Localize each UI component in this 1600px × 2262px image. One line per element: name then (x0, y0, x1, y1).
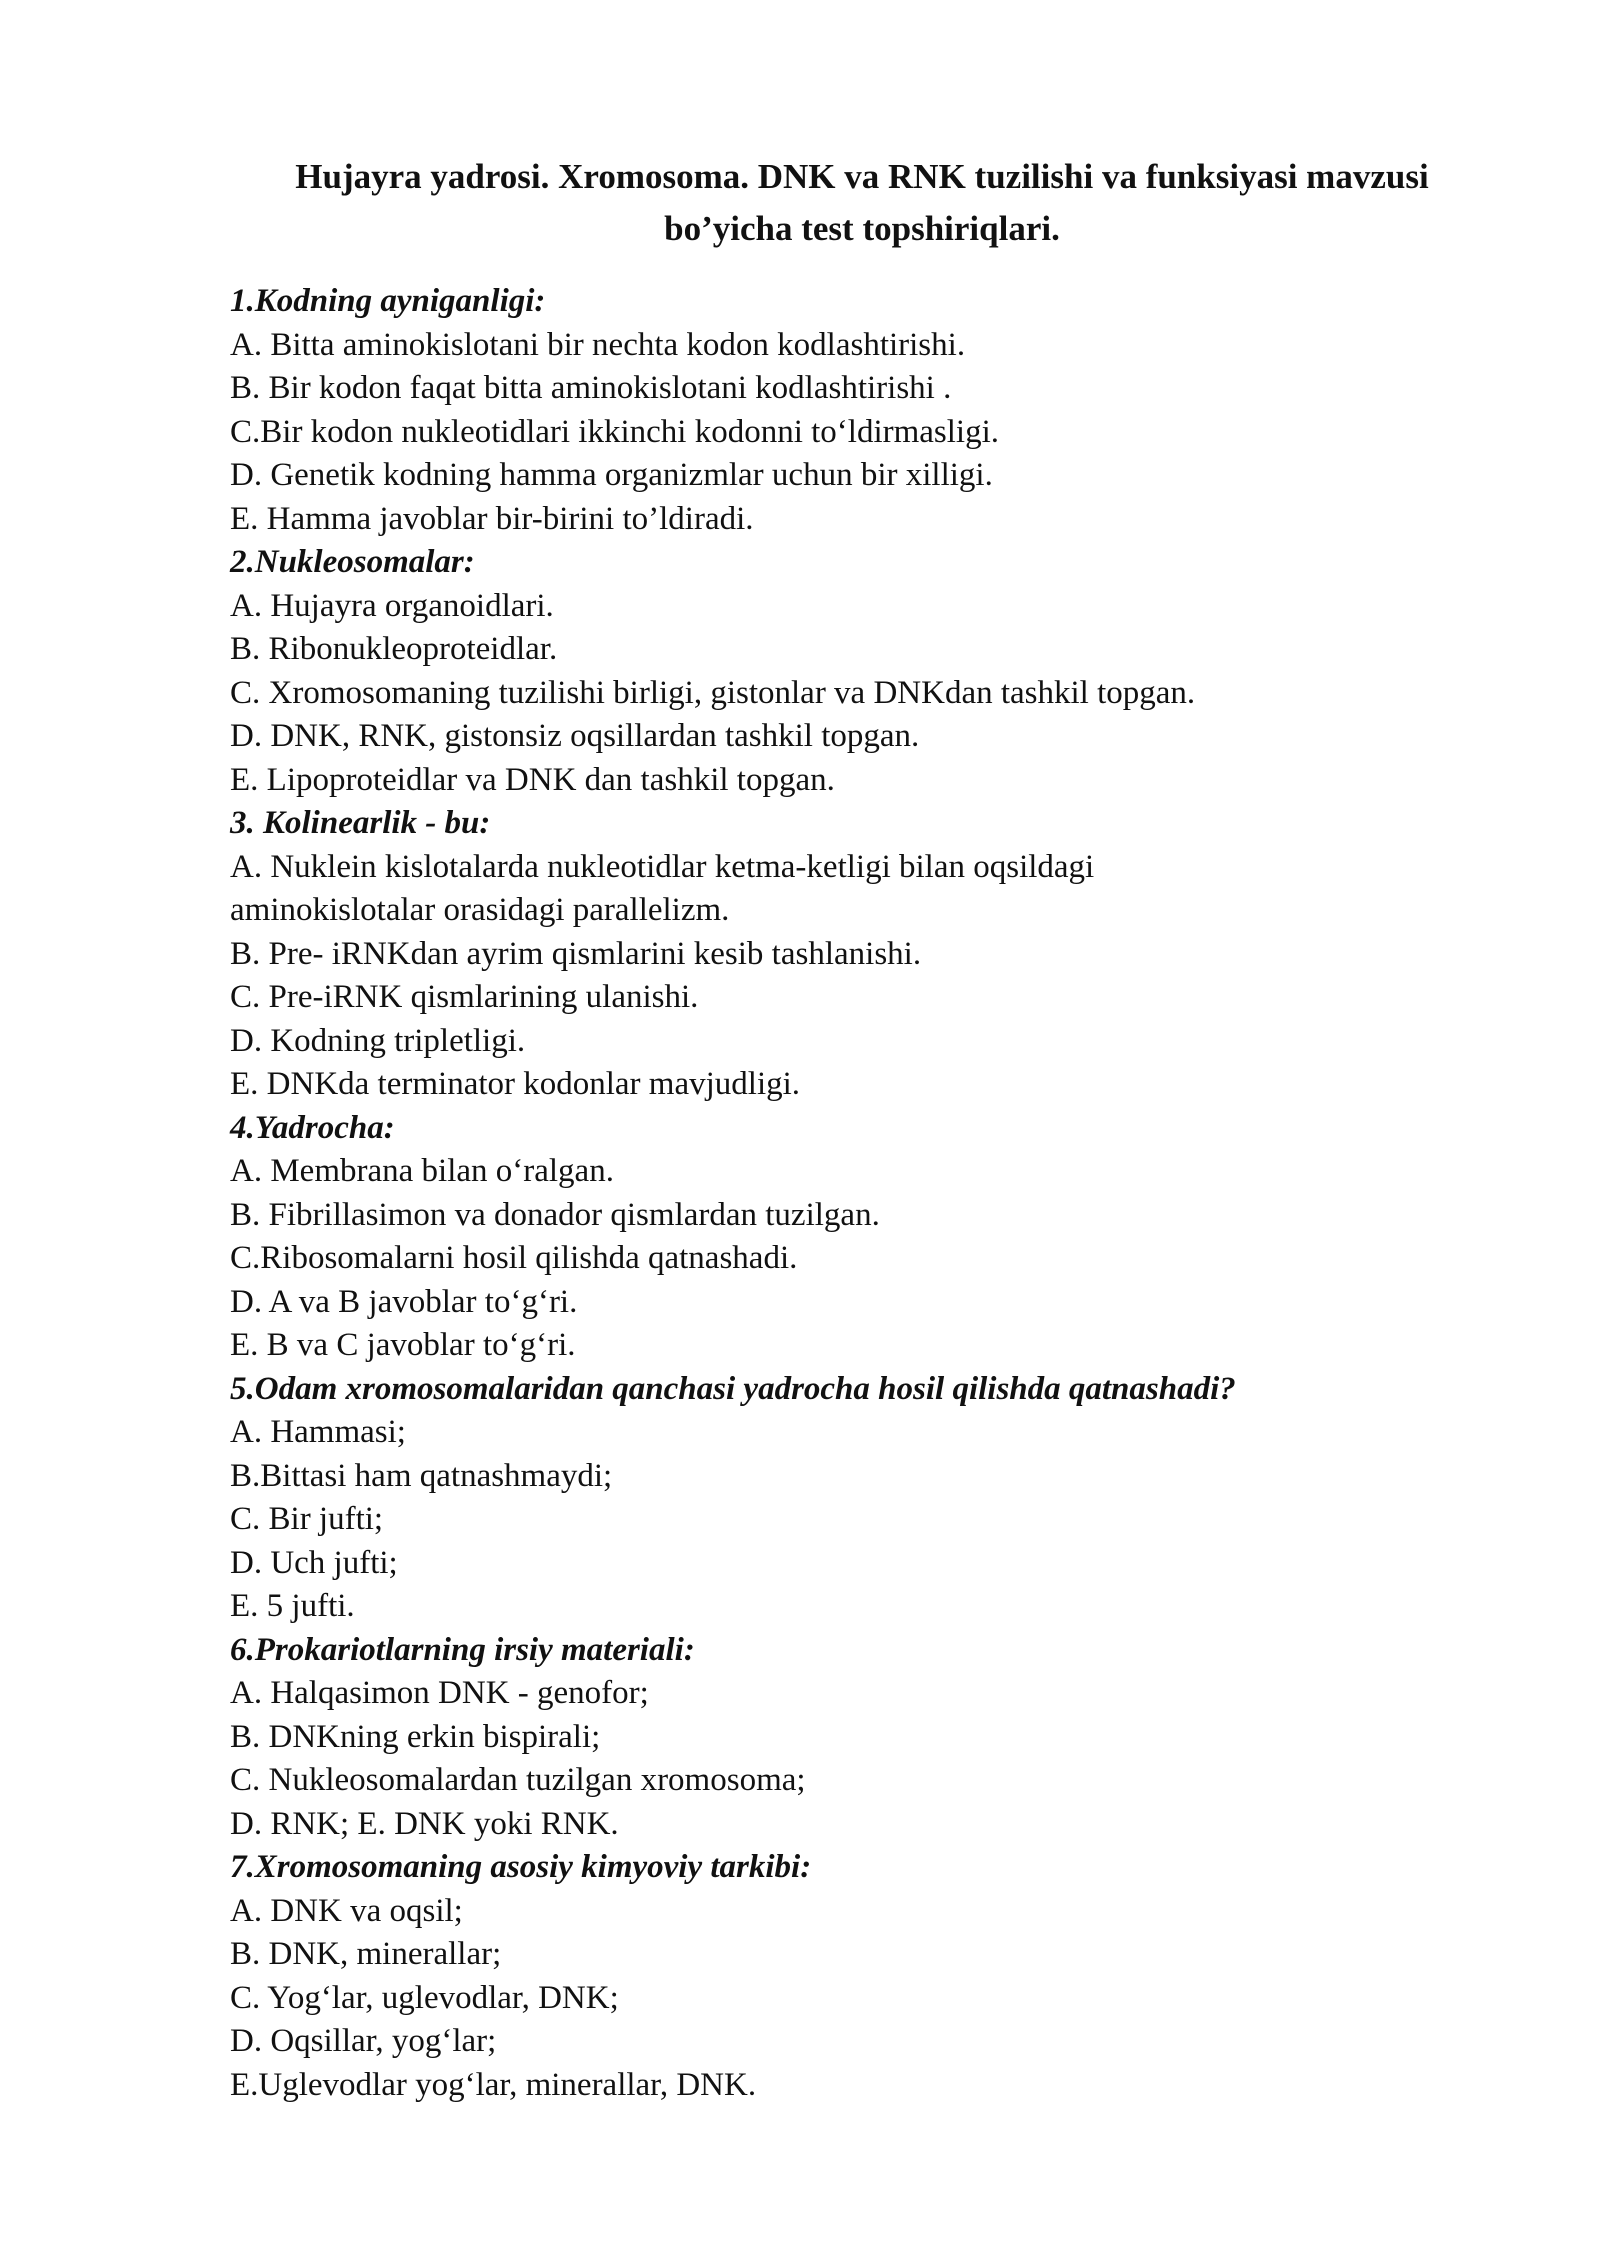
question-block (230, 1629, 1470, 1847)
answer-option: B. Pre- iRNKdan ayrim qismlarini kesib tashlanishi. (230, 935, 922, 972)
answer-option: A. Bitta aminokislotani bir nechta kodon kodlashtirishi. (230, 326, 966, 363)
answer-option: B. Ribonukleoproteidlar. (230, 631, 558, 667)
question-block (230, 280, 1470, 541)
answer-option: D. Genetik kodning hamma organizmlar uchun bir xilligi. (230, 457, 993, 493)
question-text: 4.Yadrocha: (230, 1109, 395, 1146)
question-block (230, 541, 1470, 802)
answer-option: E. B va C javoblar to‘g‘ri. (230, 1327, 576, 1363)
answer-option: D. Kodning tripletligi. (230, 1022, 526, 1059)
answer-option: E. Lipoproteidlar va DNK dan tashkil topgan. (230, 761, 835, 798)
answer-option-continuation: aminokislotalar orasidagi parallelizm. (230, 892, 730, 928)
answer-option: E. 5 jufti. (230, 1588, 355, 1624)
answer-option: A. DNK va oqsil; (230, 1892, 463, 1929)
answer-option: E. Hamma javoblar bir-birini to’ldiradi. (230, 500, 754, 537)
answer-option: B. Bir kodon faqat bitta aminokislotani kodlashtirishi . (230, 370, 952, 406)
question-text: 7.Xromosomaning asosiy kimyoviy tarkibi: (230, 1849, 812, 1885)
question-text: 2.Nukleosomalar: (230, 544, 475, 580)
answer-option: A. Halqasimon DNK - genofor; (230, 1675, 649, 1711)
answer-option: C. Xromosomaning tuzilishi birligi, gistonlar va DNKdan tashkil topgan. (230, 674, 1196, 711)
answer-option: B.Bittasi ham qatnashmaydi; (230, 1457, 613, 1494)
answer-option: A. Membrana bilan o‘ralgan. (230, 1153, 614, 1189)
question-text: 3. Kolinearlik - bu: (230, 805, 491, 841)
answer-option: C. Bir jufti; (230, 1501, 384, 1537)
page-title (230, 151, 1494, 255)
question-block (230, 1107, 1470, 1368)
question-block (230, 802, 1470, 1107)
question-text: 1.Kodning ayniganligi: (230, 283, 546, 319)
answer-option: C.Bir kodon nukleotidlari ikkinchi kodonni to‘ldirmasligi. (230, 413, 1000, 450)
answer-option: D. Uch jufti; (230, 1544, 398, 1581)
question-block (230, 1368, 1470, 1629)
answer-option: C.Ribosomalarni hosil qilishda qatnashadi. (230, 1240, 798, 1276)
answer-option: C. Yog‘lar, uglevodlar, DNK; (230, 1979, 619, 2016)
answer-option: B. Fibrillasimon va donador qismlardan tuzilgan. (230, 1196, 880, 1233)
title-line-2: bo’yicha test topshiriqlari. (664, 209, 1060, 248)
answer-option: B. DNK, minerallar; (230, 1936, 502, 1972)
question-text: 6.Prokariotlarning irsiy materiali: (230, 1631, 695, 1668)
answer-option: E.Uglevodlar yog‘lar, minerallar, DNK. (230, 2066, 757, 2103)
question-text: 5.Odam xromosomalaridan qanchasi yadrocha hosil qilishda qatnashadi? (230, 1370, 1236, 1407)
answer-option: C. Pre-iRNK qismlarining ulanishi. (230, 979, 699, 1015)
answer-option: D. RNK; E. DNK yoki RNK. (230, 1805, 619, 1842)
answer-option: B. DNKning erkin bispirali; (230, 1718, 601, 1755)
answer-option: D. Oqsillar, yog‘lar; (230, 2023, 497, 2059)
answer-option: D. A va B javoblar to‘g‘ri. (230, 1283, 578, 1320)
answer-option: C. Nukleosomalardan tuzilgan xromosoma; (230, 1762, 806, 1798)
question-list (230, 280, 1470, 2107)
answer-option: A. Nuklein kislotalarda nukleotidlar ketma-ketligi bilan oqsildagi (230, 848, 1095, 885)
answer-option: D. DNK, RNK, gistonsiz oqsillardan tashkil topgan. (230, 718, 920, 754)
question-block (230, 1846, 1470, 2107)
title-line-1: Hujayra yadrosi. Xromosoma. DNK va RNK tuzilishi va funksiyasi mavzusi (295, 157, 1429, 196)
answer-option: E. DNKda terminator kodonlar mavjudligi. (230, 1066, 801, 1102)
answer-option: A. Hujayra organoidlari. (230, 587, 554, 624)
answer-option: A. Hammasi; (230, 1414, 406, 1450)
